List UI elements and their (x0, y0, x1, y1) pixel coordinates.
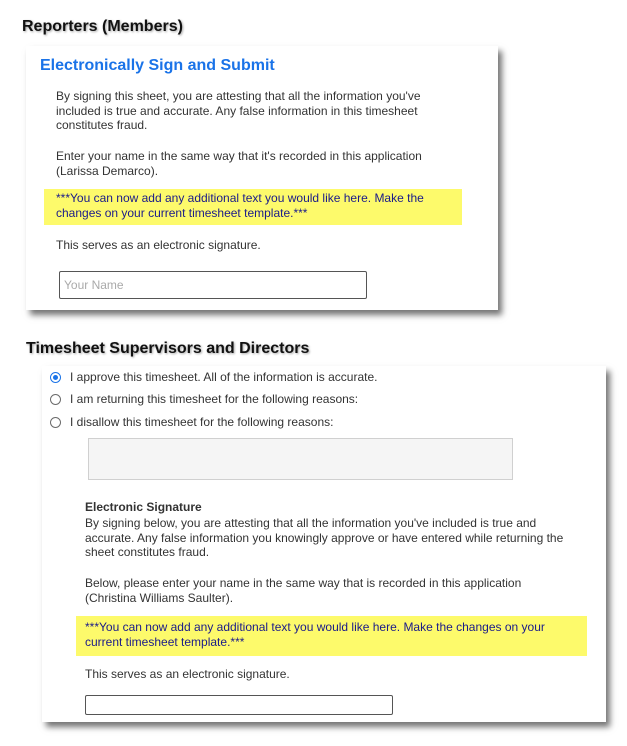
radio-option-return[interactable] (50, 391, 358, 407)
custom-template-text: ***You can now add any additional text you would like here. Make the changes on your current timesheet template.*** (44, 189, 462, 225)
radio-label: I approve this timesheet. All of the information is accurate. (70, 370, 378, 384)
radio-label: I disallow this timesheet for the following reasons: (70, 415, 334, 429)
sign-submit-heading: Electronically Sign and Submit (40, 57, 275, 74)
radio-checked-icon[interactable] (50, 372, 61, 383)
name-instruction-text: Below, please enter your name in the same way that is recorded in this application (Christina Williams Saulter). (85, 576, 522, 605)
signature-note: This serves as an electronic signature. (85, 667, 290, 681)
radio-label: I am returning this timesheet for the following reasons: (70, 392, 359, 406)
radio-unchecked-icon[interactable] (50, 394, 61, 405)
custom-template-text: ***You can now add any additional text you would like here. Make the changes on your current timesheet template.*** (76, 616, 587, 656)
supervisor-name-input[interactable] (85, 695, 393, 715)
reporters-signature-panel (26, 46, 498, 310)
supervisors-approval-panel (42, 366, 606, 722)
signature-note: This serves as an electronic signature. (56, 238, 261, 252)
name-instruction-text: Enter your name in the same way that it's recorded in this application (Larissa Demarco). (56, 149, 422, 178)
supervisors-section-title: Timesheet Supervisors and Directors (26, 340, 310, 357)
reporters-section-title: Reporters (Members) (22, 18, 183, 35)
electronic-signature-heading: Electronic Signature (85, 500, 202, 514)
your-name-input[interactable] (59, 271, 367, 299)
radio-option-disallow[interactable] (50, 414, 333, 430)
reasons-textarea[interactable] (88, 438, 513, 480)
attestation-text: By signing below, you are attesting that all the information you've included is true and accurate. Any false information you knowingly approve or have entered while returning the sheet constitutes fraud. (85, 516, 564, 559)
attestation-text: By signing this sheet, you are attesting that all the information you've included is true and accurate. Any false information in this timesheet constitutes fraud. (56, 89, 421, 132)
radio-unchecked-icon[interactable] (50, 417, 61, 428)
radio-option-approve[interactable] (50, 369, 378, 385)
